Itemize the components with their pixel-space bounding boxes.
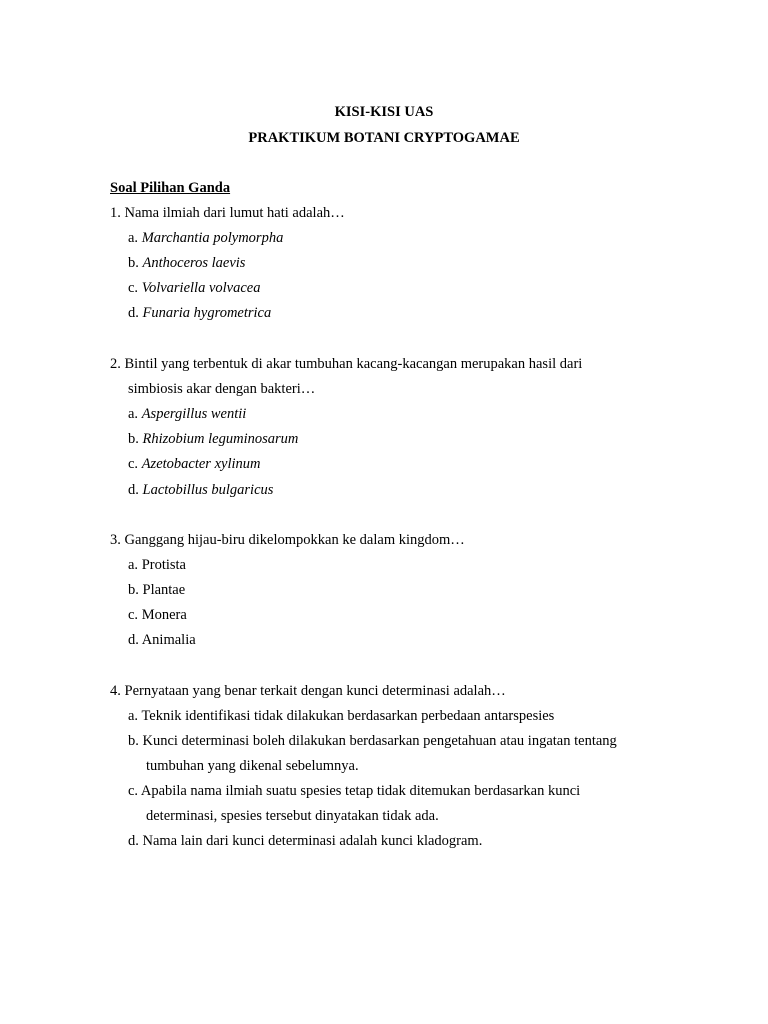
option-letter: a. — [128, 230, 139, 246]
question-text: Ganggang hijau-biru dikelompokkan ke dalam kingdom… — [124, 532, 465, 548]
option-3a — [128, 556, 186, 574]
question-1 — [110, 204, 345, 222]
option-2c — [128, 455, 260, 473]
option-1d — [128, 304, 271, 322]
option-letter: a. — [128, 557, 139, 573]
question-3 — [110, 531, 465, 549]
option-text: Aspergillus wentii — [141, 406, 247, 422]
option-text: Marchantia polymorpha — [141, 230, 284, 246]
question-number: 4. — [110, 683, 121, 699]
question-2 — [110, 355, 582, 373]
option-4b-continuation: tumbuhan yang dikenal sebelumnya. — [146, 758, 359, 774]
option-2d — [128, 481, 273, 499]
option-letter: d. — [128, 833, 139, 849]
option-text: Protista — [141, 557, 186, 573]
option-letter: a. — [128, 406, 139, 422]
option-text: Nama lain dari kunci determinasi adalah kunci kladogram. — [142, 833, 483, 849]
option-text: Teknik identifikasi tidak dilakukan berdasarkan perbedaan antarspesies — [141, 708, 555, 724]
option-4c-continuation: determinasi, spesies tersebut dinyatakan tidak ada. — [146, 808, 439, 824]
option-text: Funaria hygrometrica — [142, 305, 272, 321]
option-1c — [128, 279, 260, 297]
document-subtitle: PRAKTIKUM BOTANI CRYPTOGAMAE — [248, 130, 520, 146]
option-letter: c. — [128, 607, 139, 623]
option-text: Anthoceros laevis — [142, 255, 246, 271]
question-text: Bintil yang terbentuk di akar tumbuhan kacang-kacangan merupakan hasil dari — [124, 356, 583, 372]
document-title: KISI-KISI UAS — [334, 104, 434, 120]
option-letter: a. — [128, 708, 139, 724]
option-text: Kunci determinasi boleh dilakukan berdasarkan pengetahuan atau ingatan tentang — [142, 733, 617, 749]
option-letter: b. — [128, 582, 139, 598]
option-2a — [128, 405, 246, 423]
option-letter: c. — [128, 280, 139, 296]
option-3c — [128, 606, 187, 624]
option-1b — [128, 254, 245, 272]
option-4a — [128, 707, 554, 725]
option-letter: b. — [128, 431, 139, 447]
question-4 — [110, 682, 506, 700]
option-4d — [128, 832, 482, 850]
option-1a — [128, 229, 283, 247]
option-letter: b. — [128, 255, 139, 271]
question-number: 2. — [110, 356, 121, 372]
option-text: Apabila nama ilmiah suatu spesies tetap tidak ditemukan berdasarkan kunci — [140, 783, 581, 799]
option-3b — [128, 581, 185, 599]
option-text: Lactobillus bulgaricus — [142, 482, 274, 498]
option-3d — [128, 631, 196, 649]
option-letter: d. — [128, 482, 139, 498]
option-letter: c. — [128, 456, 139, 472]
option-text: Monera — [141, 607, 187, 623]
question-text: Nama ilmiah dari lumut hati adalah… — [124, 205, 345, 221]
question-text: Pernyataan yang benar terkait dengan kunci determinasi adalah… — [124, 683, 506, 699]
question-number: 3. — [110, 532, 121, 548]
option-letter: c. — [128, 783, 139, 799]
question-2-continuation: simbiosis akar dengan bakteri… — [128, 381, 316, 397]
option-letter: b. — [128, 733, 139, 749]
section-heading: Soal Pilihan Ganda — [110, 180, 231, 196]
option-text: Animalia — [141, 632, 196, 648]
option-text: Rhizobium leguminosarum — [142, 431, 299, 447]
option-letter: d. — [128, 632, 139, 648]
option-letter: d. — [128, 305, 139, 321]
option-2b — [128, 430, 298, 448]
option-text: Azetobacter xylinum — [141, 456, 261, 472]
option-text: Volvariella volvacea — [141, 280, 261, 296]
option-text: Plantae — [142, 582, 186, 598]
question-number: 1. — [110, 205, 121, 221]
option-4b — [128, 732, 617, 750]
option-4c — [128, 782, 580, 800]
